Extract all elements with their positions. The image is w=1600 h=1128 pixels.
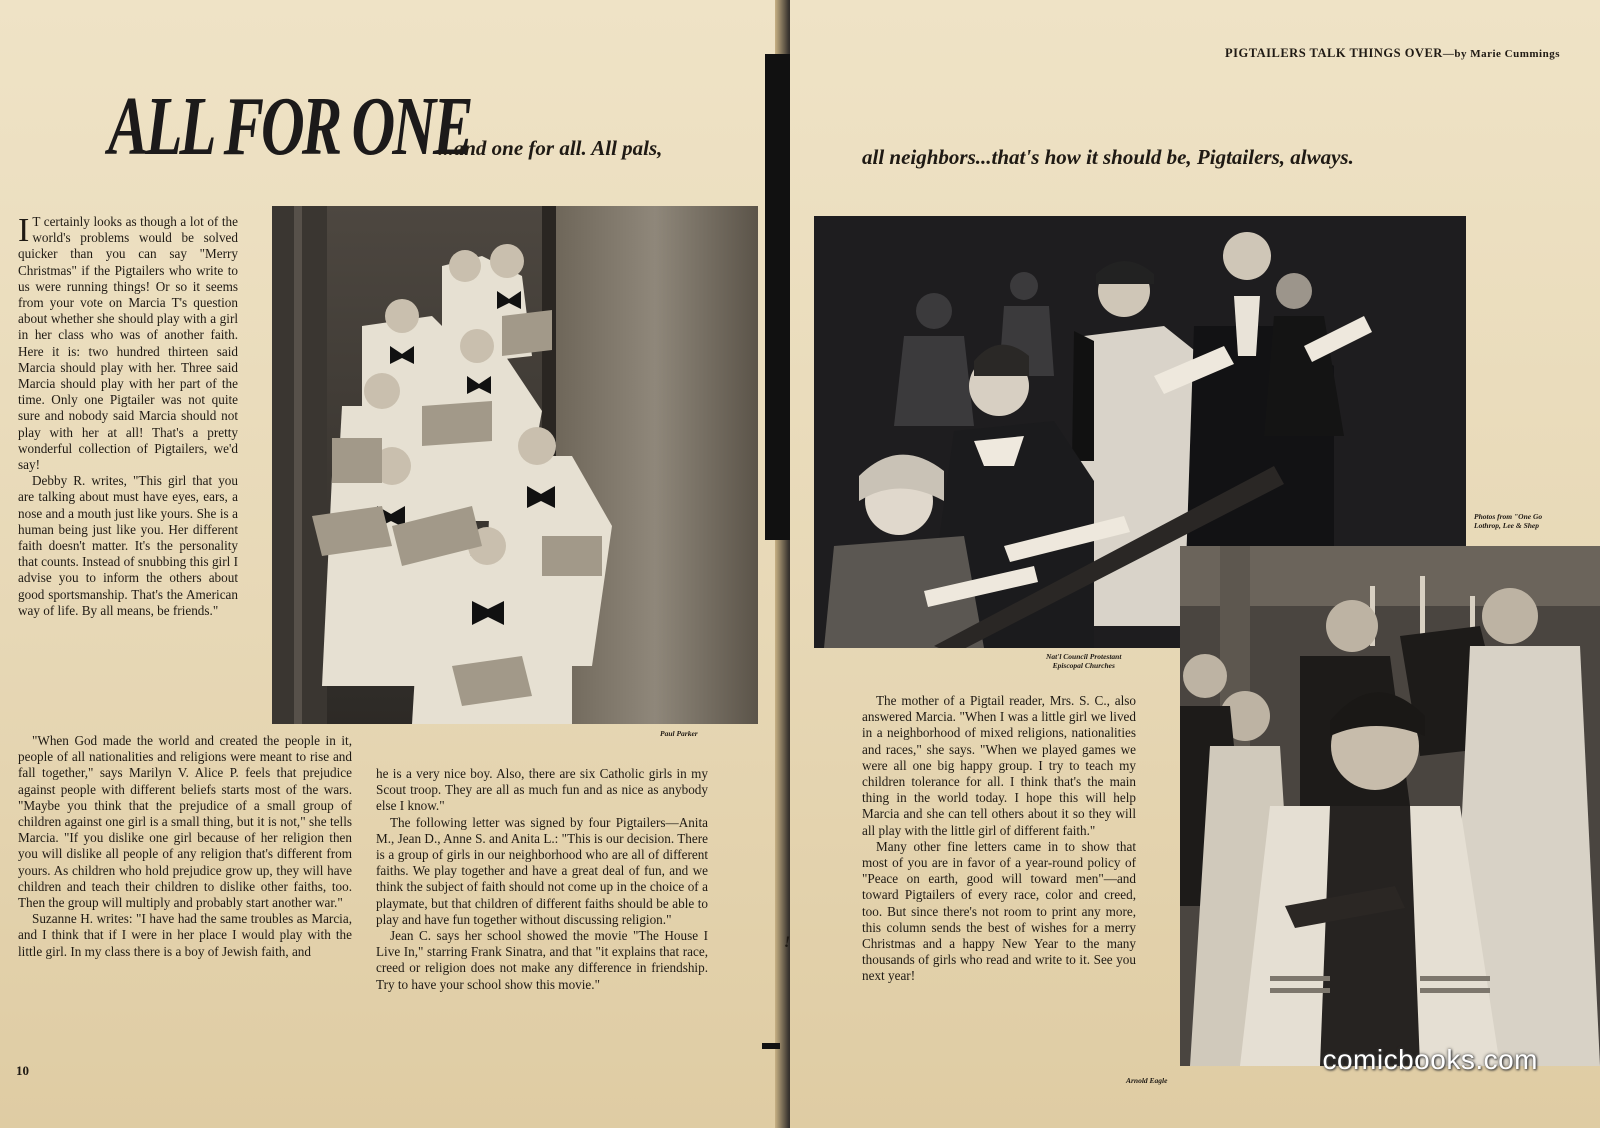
left-page: [0, 0, 785, 1128]
article-column-2: [376, 766, 708, 993]
credit-line: Lothrop, Lee & Shep: [1474, 521, 1539, 530]
photo-credit-choir: Paul Parker: [660, 729, 698, 738]
credit-line: Nat'l Council Protestant: [1046, 652, 1122, 661]
article-column-1-lower: [18, 733, 352, 960]
synagogue-boys-photo: [1180, 546, 1600, 1066]
article-paragraph: The mother of a Pigtail reader, Mrs. S. C., also answered Marcia. "When I was a little girl we lived in a neighborhood of mixed religions, nationalities and races," she says. "When we played games we were all one big happy group. I try to teach my children tolerance for all. I think that's the main thing in the world today. I hope this will help Marcia and she can tell others about it so they will all play with the little girl of different faith.": [862, 693, 1136, 838]
article-column-1: [18, 214, 238, 619]
page-number: 10: [16, 1063, 29, 1078]
photo-credit-synagogue: Arnold Eagle: [1126, 1076, 1168, 1085]
running-head-byline: —by Marie Cummings: [1442, 48, 1560, 60]
site-watermark: comicbooks.com: [1322, 1044, 1538, 1075]
running-head-title: PIGTAILERS TALK THINGS OVER: [1224, 46, 1443, 60]
article-paragraph: The following letter was signed by four Pigtailers—Anita M., Jean D., Anne S. and Anita L.: "This is our decision. There is a group of girls in our neighborhood who are all of different faiths. We play together and have a great deal of fun, and we think the subject of faith should not come up in the choice of a playmate, but that children of different faiths should be able to play and have fun together without discussing religion.": [376, 814, 708, 927]
photos-from-credit: [1474, 512, 1542, 530]
article-paragraph: Debby R. writes, "This girl that you are talking about must have eyes, ears, a nose and a mouth just like yours. She is a human being just like you. Her different faith doesn't matter. It's the personality that counts. Instead of snubbing this girl I advise you to inform the others about good sportsmanship. That's the American way of life. By all means, be friends.": [18, 473, 238, 618]
credit-line: Episcopal Churches: [1052, 661, 1115, 670]
choir-boys-photo: [272, 206, 758, 724]
running-head: [1225, 46, 1560, 61]
gutter-dash: [762, 1043, 780, 1049]
drop-cap: I: [18, 212, 30, 249]
gutter-exclamation: !: [784, 934, 791, 951]
article-paragraph: "When God made the world and created the people in it, people of all nationalities and religions were meant to rise and fall together," says Marilyn V. Alice P. feels that prejudice against people with different beliefs starts most of the wars. "Maybe you think that the prejudice of a small group of children against one girl is a small thing, but it is not," she tells Marcia. "If you dislike one girl because of her religion then you will dislike all people of any religion that's different from yours. As children who hold prejudice grow up, they will have children and teach their children to dislike other faiths, too. Then the group will multiply and probably start another war.": [18, 733, 352, 911]
article-paragraph: he is a very nice boy. Also, there are six Catholic girls in my Scout troop. They are all as much fun and as nice as anybody else I know.": [376, 766, 708, 814]
headline-title: ALL FOR ONE: [108, 80, 471, 173]
article-paragraph: Suzanne H. writes: "I have had the same troubles as Marcia, and I think that if I were in her place I would play with the little girl. In my class there is a boy of Jewish faith, and: [18, 911, 352, 959]
article-paragraph: I T certainly looks as though a lot of the world's problems would be solved quicker than you can say "Merry Christmas" if the Pigtailers who write to us were running things! Or so it seems from your vote on Marcia T's question about whether she should play with a girl in her class who was of another faith. Here it is: two hundred thirteen said Marcia should play with her. Three said Marcia should play with her part of the time. Only one Pigtailer was not quite sure and nobody said Marcia should not play with her at all! That's a pretty wonderful collection of Pigtailers, we'd say!: [18, 212, 238, 473]
credit-line: Photos from "One Go: [1474, 512, 1543, 521]
headline-subtitle-right: all neighbors...that's how it should be, Pigtailers, always.: [862, 145, 1354, 169]
photo-credit-church: [1046, 652, 1121, 670]
article-paragraph: Many other fine letters came in to show that most of you are in favor of a year-round policy of "Peace on earth, good will toward men"—and toward Pigtailers of every race, color and creed, too. But since there's not room to print any more, this column sends the best of wishes for a merry Christmas and a happy New Year to the many thousands of girls who read and write to it. See you next year!: [862, 838, 1136, 984]
right-page: [790, 0, 1600, 1128]
headline-subtitle-left: ...and one for all. All pals,: [438, 136, 663, 160]
article-paragraph: Jean C. says her school showed the movie "The House I Live In," starring Frank Sinatra, and that "it explains that race, creed or religion does not make any difference in friendship. Try to have your school show this movie.": [376, 928, 708, 992]
article-column-3: [862, 693, 1136, 985]
